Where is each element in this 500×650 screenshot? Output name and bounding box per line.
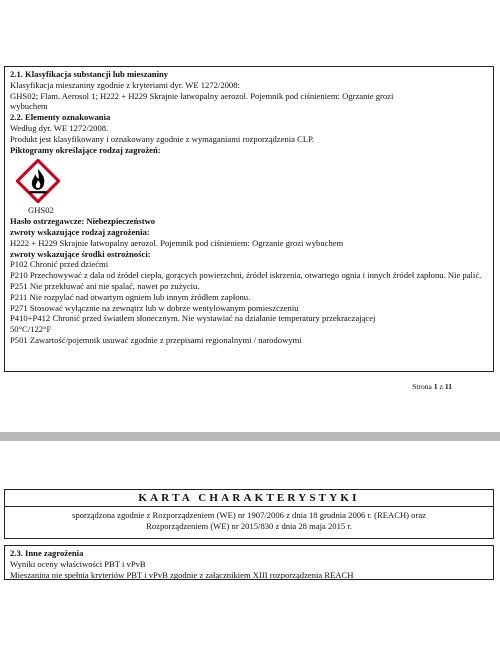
page-label: Strona: [412, 382, 432, 391]
section-2-2-line: Produkt jest klasyfikowany i oznakowany zgodnie z wymaganiami rozporządzenia CLP.: [10, 133, 315, 144]
precaution-statement: P410+P412 Chronić przed światłem słonecznym. Nie wystawiać na działanie temperatury przekraczającej: [10, 313, 376, 324]
precaution-statement: P501 Zawartość/pojemnik usuwać zgodnie z przepisami regionalnymi / narodowymi: [10, 334, 302, 345]
pictogram-heading: Piktogramy określające rodzaj zagrożeń:: [10, 144, 161, 155]
precaution-statement: P211 Nie rozpylać nad otwartym ogniem lub innym źródłem zapłonu.: [10, 291, 251, 302]
document-title: KARTA CHARAKTERYSTYKI: [5, 490, 493, 507]
section-2-2-line: Według dyr. WE 1272/2008.: [10, 122, 109, 133]
section-2-3-heading: 2.3. Inne zagrożenia: [10, 548, 84, 558]
page-number: [412, 382, 452, 391]
precaution-statement: P102 Chronić przed dziećmi: [10, 259, 109, 270]
section-2-1-heading: 2.1. Klasyfikacja substancji lub mieszaniny: [10, 69, 169, 79]
signal-word: Hasło ostrzegawcze: Niebezpieczeństwo: [10, 216, 156, 227]
section-2-3-box: [4, 545, 494, 580]
section-2-3-line: Wyniki oceny właściwości PBT i vPvB: [10, 558, 146, 569]
section-2-3-line: Mieszanina nie spełnia kryteriów PBT i vPvB zgodnie z załącznikiem XIII rozporządzenia REACH: [10, 569, 354, 580]
hazard-heading: zwroty wskazujące rodzaj zagrożenia:: [10, 226, 150, 237]
document-subtitle: sporządzona zgodnie z Rozporządzeniem (WE) nr 1907/2006 z dnia 18 grudnia 2006 r. (REACH) oraz: [72, 510, 426, 520]
document-header: [4, 489, 494, 539]
section-2-1-line: GHS02; Flam. Aerosol 1; H222 + H229 Skrajnie łatwopalny aerozol. Pojemnik pod ciśnieniem: Ogrzanie grozi: [10, 90, 394, 101]
section-2-1-line: Klasyfikacja mieszaniny zgodnie z kryteriami dyr. WE 1272/2008:: [10, 79, 240, 90]
precaution-temperature: 50°C/122°F: [10, 324, 52, 335]
page-current: 1: [433, 382, 438, 391]
document-subtitle: Rozporządzeniem (WE) nr 2015/830 z dnia 28 maja 2015 r.: [146, 521, 352, 531]
page-separator-bar: [0, 432, 500, 441]
flame-pictogram-icon: [16, 159, 60, 203]
precaution-heading: zwroty wskazujące środki ostrożności:: [10, 248, 151, 259]
section-2-box: [4, 66, 494, 372]
hazard-statement: H222 + H229 Skrajnie łatwopalny aerozol. Pojemnik pod ciśnieniem: Ogrzanie grozi wybuchem: [10, 237, 344, 248]
section-2-2-heading: 2.2. Elementy oznakowania: [10, 112, 111, 123]
precaution-statement: P271 Stosować wyłącznie na zewnątrz lub w dobrze wentylowanym pomieszczeniu: [10, 302, 299, 313]
page-separator: z: [439, 382, 443, 391]
pictogram-code: GHS02: [28, 205, 54, 216]
precaution-statement: P251 Nie przekłuwać ani nie spalać, nawet po zużyciu.: [10, 280, 200, 291]
section-2-1-line: wybuchem: [10, 101, 48, 112]
precaution-statement: P210 Przechowywać z dala od źródeł ciepła, gorących powierzchni, źródeł iskrzenia, otwartego ognia i innych źródeł zapłonu. Nie palić.: [10, 270, 482, 281]
page-total: 11: [444, 382, 452, 391]
